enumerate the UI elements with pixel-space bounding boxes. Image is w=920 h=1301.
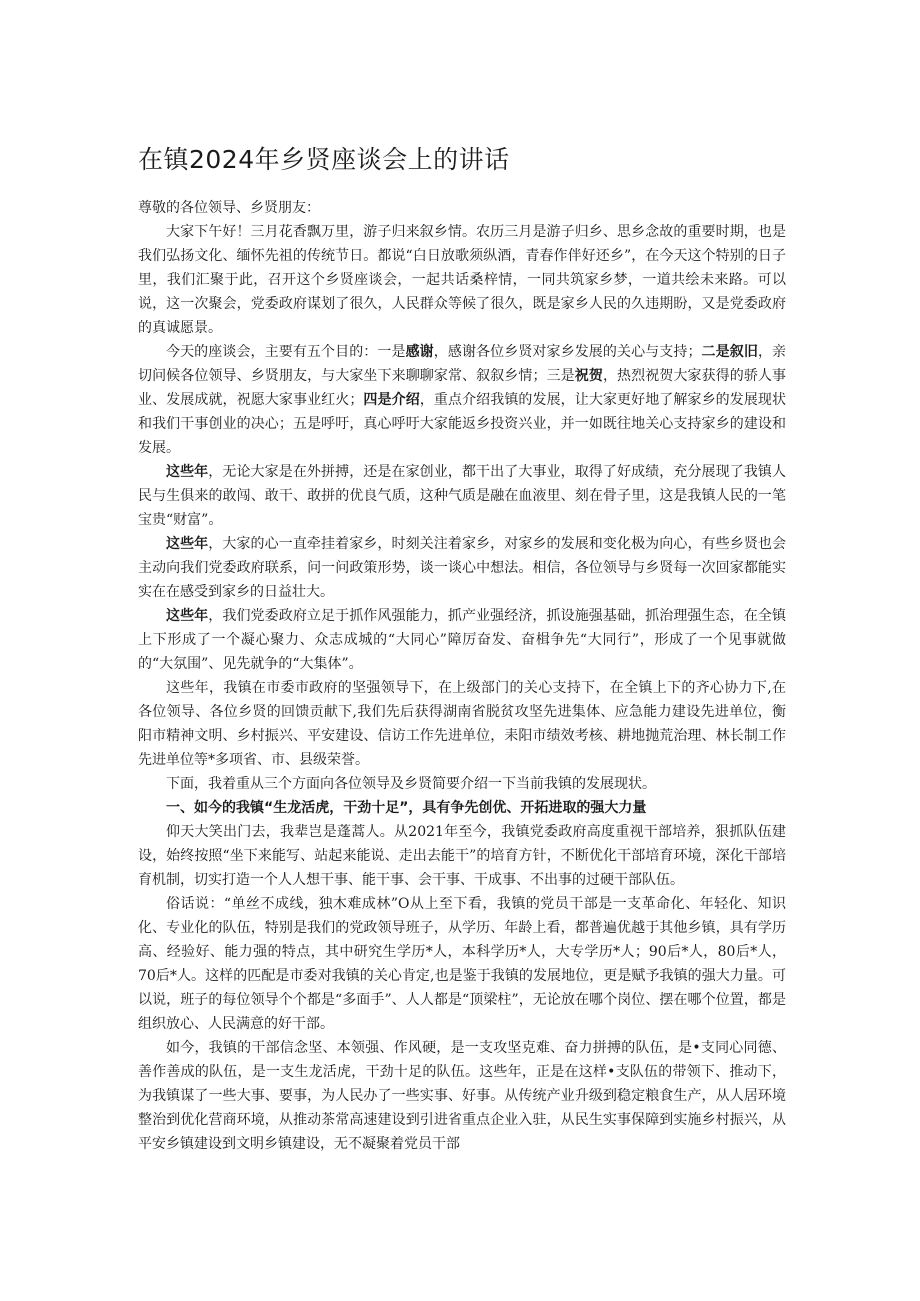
purposes-text-3: ，亲切问候各位领导、乡贤朋友，与大家坐下来聊聊家常、叙叙乡情；三是 (138, 344, 787, 384)
purposes-text-1: 今天的座谈会，主要有五个目的：一是 (166, 344, 406, 360)
paragraph-purposes (138, 340, 786, 460)
paragraph-cadre-training: 仰天大笑出门去，我辈岂是蓬蒿人。从2021年至今，我镇党委政府高度重视干部培养，狠抓队伍建设，始终按照“坐下来能写、站起来能说、走出去能干”的培育方针，不断优化干部培育环境，深化干部培育机制，切实打造一个人人想干事、能干事、会干事、干成事、不出事的过硬干部队伍。 (138, 824, 786, 888)
paragraph-text: ，我们党委政府立足于抓作风强能力，抓产业强经济，抓设施强基础，抓治理强生态，在全镇上下形成了一个凝心聚力、众志成城的“大同心”障厉奋发、奋楫争先“大同行”，形成了一个见事就做的“大氛围”、见先就争的“大集体”。 (138, 608, 786, 672)
lead-these-years: 这些年 (166, 536, 209, 552)
paragraph-these-years-2 (138, 532, 786, 604)
document-title: 在镇2024年乡贤座谈会上的讲话 (138, 145, 510, 174)
paragraph-cadre-team: 如今，我镇的干部信念坚、本领强、作风硬，是一支攻坚克难、奋力拼搏的队伍，是•支同心同德、善作善成的队伍，是一支生龙活虎，干劲十足的队伍。这些年，正是在这样•支队伍的带领下、推动下，为我镇谋了一些大事、要事，为人民办了一些实事、好事。从传统产业升级到稳定粮食生产，从人居环境整治到优化营商环境，从推动茶常高速建设到引进省重点企业入驻，从民生实事保障到实施乡村振兴，从平安乡镇建设到文明乡镇建设，无不凝聚着党员干部 (138, 1040, 786, 1152)
paragraph-these-years-3 (138, 604, 786, 676)
purpose-introduce: 四是介绍 (363, 392, 420, 408)
purposes-text-2: ，感谢各位乡贤对家乡发展的关心与支持； (433, 344, 702, 360)
purposes-text-5: ，重点介绍我镇的发展，让大家更好地了解家乡的发展现状和我们干事创业的决心；五是呼吁，真心呼吁大家能返乡投资兴业，并一如既往地关心支持家乡的建设和发展。 (138, 392, 787, 456)
section-heading-1: 一、如今的我镇“生龙活虎，干劲十足”，具有争先创优、开拓进取的强大力量 (166, 800, 647, 816)
lead-these-years: 这些年 (166, 464, 209, 480)
paragraph-honors: 这些年，我镇在市委市政府的坚强领导下，在上级部门的关心支持下，在全镇上下的齐心协力下,在各位领导、各位乡贤的回馈贡献下,我们先后获得湖南省脱贫攻坚先进集体、应急能力建设先进单位，衡阳市精神文明、乡村振兴、平安建设、信访工作先进单位，耒阳市绩效考核、耕地抛荒治理、林长制工作先进单位等*多项省、市、县级荣誉。 (138, 680, 786, 768)
purpose-reminisce: 二是叙旧 (701, 344, 758, 360)
paragraph-leadership-team: 俗话说：“单丝不成线，独木难成林”O从上至下看，我镇的党员干部是一支革命化、年轻化、知识化、专业化的队伍，特别是我们的党政领导班子，从学历、年龄上看，都普遍优越于其他乡镇，具有学历高、经验好、能力强的特点，其中研究生学历*人，本科学历*人，大专学历*人；90后*人，80后*人，70后*人。这样的匹配是市委对我镇的关心肯定,也是鉴于我镇的发展地位，更是赋予我镇的强大力量。可以说，班子的每位领导个个都是“多面手”、人人都是“顶梁柱”，无论放在哪个岗位、摆在哪个位置，都是组织放心、人民满意的好干部。 (138, 896, 786, 1032)
paragraph-text: ，无论大家是在外拼搏，还是在家创业，都干出了大事业，取得了好成绩，充分展现了我镇人民与生俱来的敢闯、敢干、敢拼的优良气质，这种气质是融在血液里、刻在骨子里，这是我镇人民的一笔宝贵“财富”。 (138, 464, 786, 528)
purpose-thanks: 感谢 (405, 344, 434, 360)
salutation: 尊敬的各位领导、乡贤朋友： (138, 200, 320, 216)
lead-these-years: 这些年 (166, 608, 209, 624)
paragraph-greeting: 大家下午好！三月花香飘万里，游子归来叙乡情。农历三月是游子归乡、思乡念故的重要时期，也是我们弘扬文化、缅怀先祖的传统节日。都说“白日放歌须纵酒，青春作伴好还乡”，在今天这个特别的日子里，我们汇聚于此，召开这个乡贤座谈会，一起共话桑梓情，一同共筑家乡梦，一道共绘未来路。可以说，这一次聚会，党委政府谋划了很久，人民群众等候了很久，既是家乡人民的久违期盼，又是党委政府的真诚愿景。 (138, 224, 786, 336)
purposes-text-4: ，热烈祝贺大家获得的骄人事业、发展成就，祝愿大家事业红火； (138, 368, 787, 408)
document-body (138, 196, 786, 1156)
purpose-congratulate: 祝贺 (574, 368, 603, 384)
paragraph-these-years-1 (138, 460, 786, 532)
paragraph-text: ，大家的心一直牵挂着家乡，时刻关注着家乡，对家乡的发展和变化极为向心，有些乡贤也会主动向我们党委政府联系，问一问政策形势，谈一谈心中想法。相信，各位领导与乡贤每一次回家都能实实在在感受到家乡的日益壮大。 (138, 536, 786, 600)
paragraph-intro: 下面，我着重从三个方面向各位领导及乡贤简要介绍一下当前我镇的发展现状。 (166, 776, 656, 792)
